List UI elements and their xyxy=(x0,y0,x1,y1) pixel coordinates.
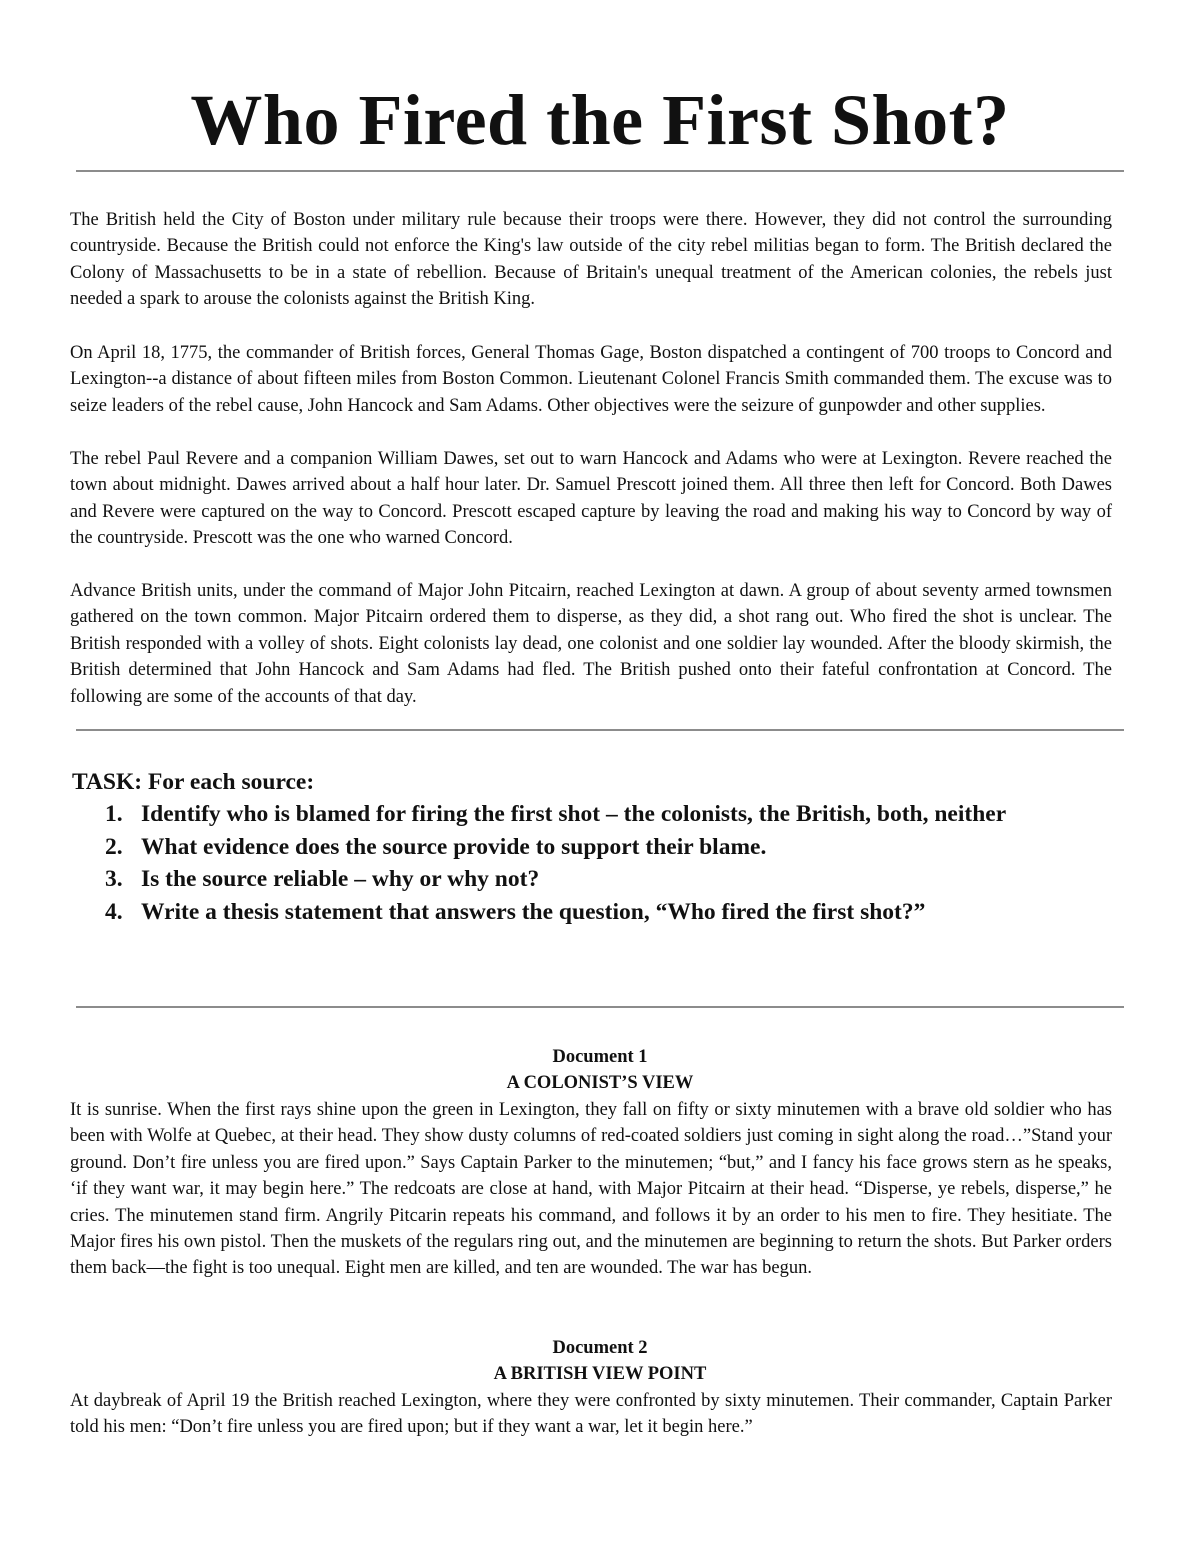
task-item-number: 2. xyxy=(105,833,123,860)
task-section xyxy=(72,766,1117,928)
task-item-number: 1. xyxy=(105,801,123,827)
document-1-number: Document 1 xyxy=(552,1047,648,1067)
document-2-text: At daybreak of April 19 the British reached Lexington, where they were confronted by sixty minutemen. Their commander, Captain Parker told his men: “Don’t fire unless you are fired upon; but if they want a war, let it begin here.” xyxy=(70,1391,1112,1438)
task-item-3 xyxy=(72,863,1117,896)
intro-paragraph-2: On April 18, 1775, the commander of British forces, General Thomas Gage, Boston dispatched a contingent of 700 troops to Concord and Lexington--a distance of about fifteen miles from Boston Common. Lieutenant Colonel Francis Smith commanded them. The excuse was to seize leaders of the rebel cause, John Hancock and Sam Adams. Other objectives were the seizure of gunpowder and other supplies. xyxy=(70,343,1112,416)
divider-top xyxy=(76,170,1124,172)
task-item-number: 4. xyxy=(105,898,123,925)
intro-paragraph-1: The British held the City of Boston under military rule because their troops were there. However, they did not control the surrounding countryside. Because the British could not enforce the King's law outside of the city rebel militias began to form. The British declared the Colony of Massachusetts to be in a state of rebellion. Because of Britain's unequal treatment of the American colonies, the rebels just needed a spark to arouse the colonists against the British King. xyxy=(70,210,1112,310)
task-item-text: What evidence does the source provide to support their blame. xyxy=(141,833,767,860)
intro-paragraph-4: Advance British units, under the command of Major John Pitcairn, reached Lexington at dawn. A group of about seventy armed townsmen gathered on the town common. Major Pitcairn ordered them to disperse, as they did, a shot rang out. Who fired the shot is unclear. The British responded with a volley of shots. Eight colonists lay dead, one colonist and one soldier lay wounded. After the bloody skirmish, the British determined that John Hancock and Sam Adams had fled. The British pushed onto their fateful confrontation at Concord. The following are some of the accounts of that day. xyxy=(70,581,1112,707)
page-title: Who Fired the First Shot? xyxy=(190,80,1010,160)
task-item-4 xyxy=(72,896,1117,929)
task-item-text: Write a thesis statement that answers the question, “Who fired the first shot?” xyxy=(141,898,926,925)
task-item-2 xyxy=(72,831,1117,864)
task-heading: TASK: For each source: xyxy=(72,769,315,795)
divider-middle xyxy=(76,729,1124,731)
task-list xyxy=(72,798,1117,928)
task-item-text: Is the source reliable – why or why not? xyxy=(141,866,540,892)
document-1-text: It is sunrise. When the first rays shine upon the green in Lexington, they fall on fifty or sixty minutemen with a brave old soldier who has been with Wolfe at Quebec, at their head. They show dusty columns of red-coated soldiers just coming in sight along the road…”Stand your ground. Don’t fire unless you are fired upon.” Says Captain Parker to the minutemen; “but,” and I fancy his face grows stern as he speaks, ‘if they want war, it may begin here.” The redcoats are close at hand, with Major Pitcairn at their head. “Disperse, ye rebels, disperse,” he cries. The minutemen stand firm. Angrily Pitcarin repeats his command, and follows it by an order to his men to fire. They hesitiate. The Major fires his own pistol. Then the muskets of the regulars ring out, and the minutemen are beginning to return the shots. But Parker orders them back—the fight is too unequal. Eight men are killed, and ten are wounded. The war has begun. xyxy=(70,1100,1112,1279)
intro-paragraph-3: The rebel Paul Revere and a companion William Dawes, set out to warn Hancock and Adams who were at Lexington. Revere reached the town about midnight. Dawes arrived about a half hour later. Dr. Samuel Prescott joined them. All three then left for Concord. Both Dawes and Revere were captured on the way to Concord. Prescott escaped capture by leaving the road and making his way to Concord by way of the countryside. Prescott was the one who warned Concord. xyxy=(70,449,1112,549)
document-2-number: Document 2 xyxy=(552,1338,648,1358)
document-1-title: A COLONIST’S VIEW xyxy=(506,1073,694,1093)
task-item-1 xyxy=(72,798,1117,831)
task-item-text: Identify who is blamed for firing the first shot – the colonists, the British, both, neither xyxy=(141,801,1007,827)
task-item-number: 3. xyxy=(105,866,123,892)
divider-bottom xyxy=(76,1006,1124,1008)
document-2-title: A BRITISH VIEW POINT xyxy=(493,1364,707,1384)
